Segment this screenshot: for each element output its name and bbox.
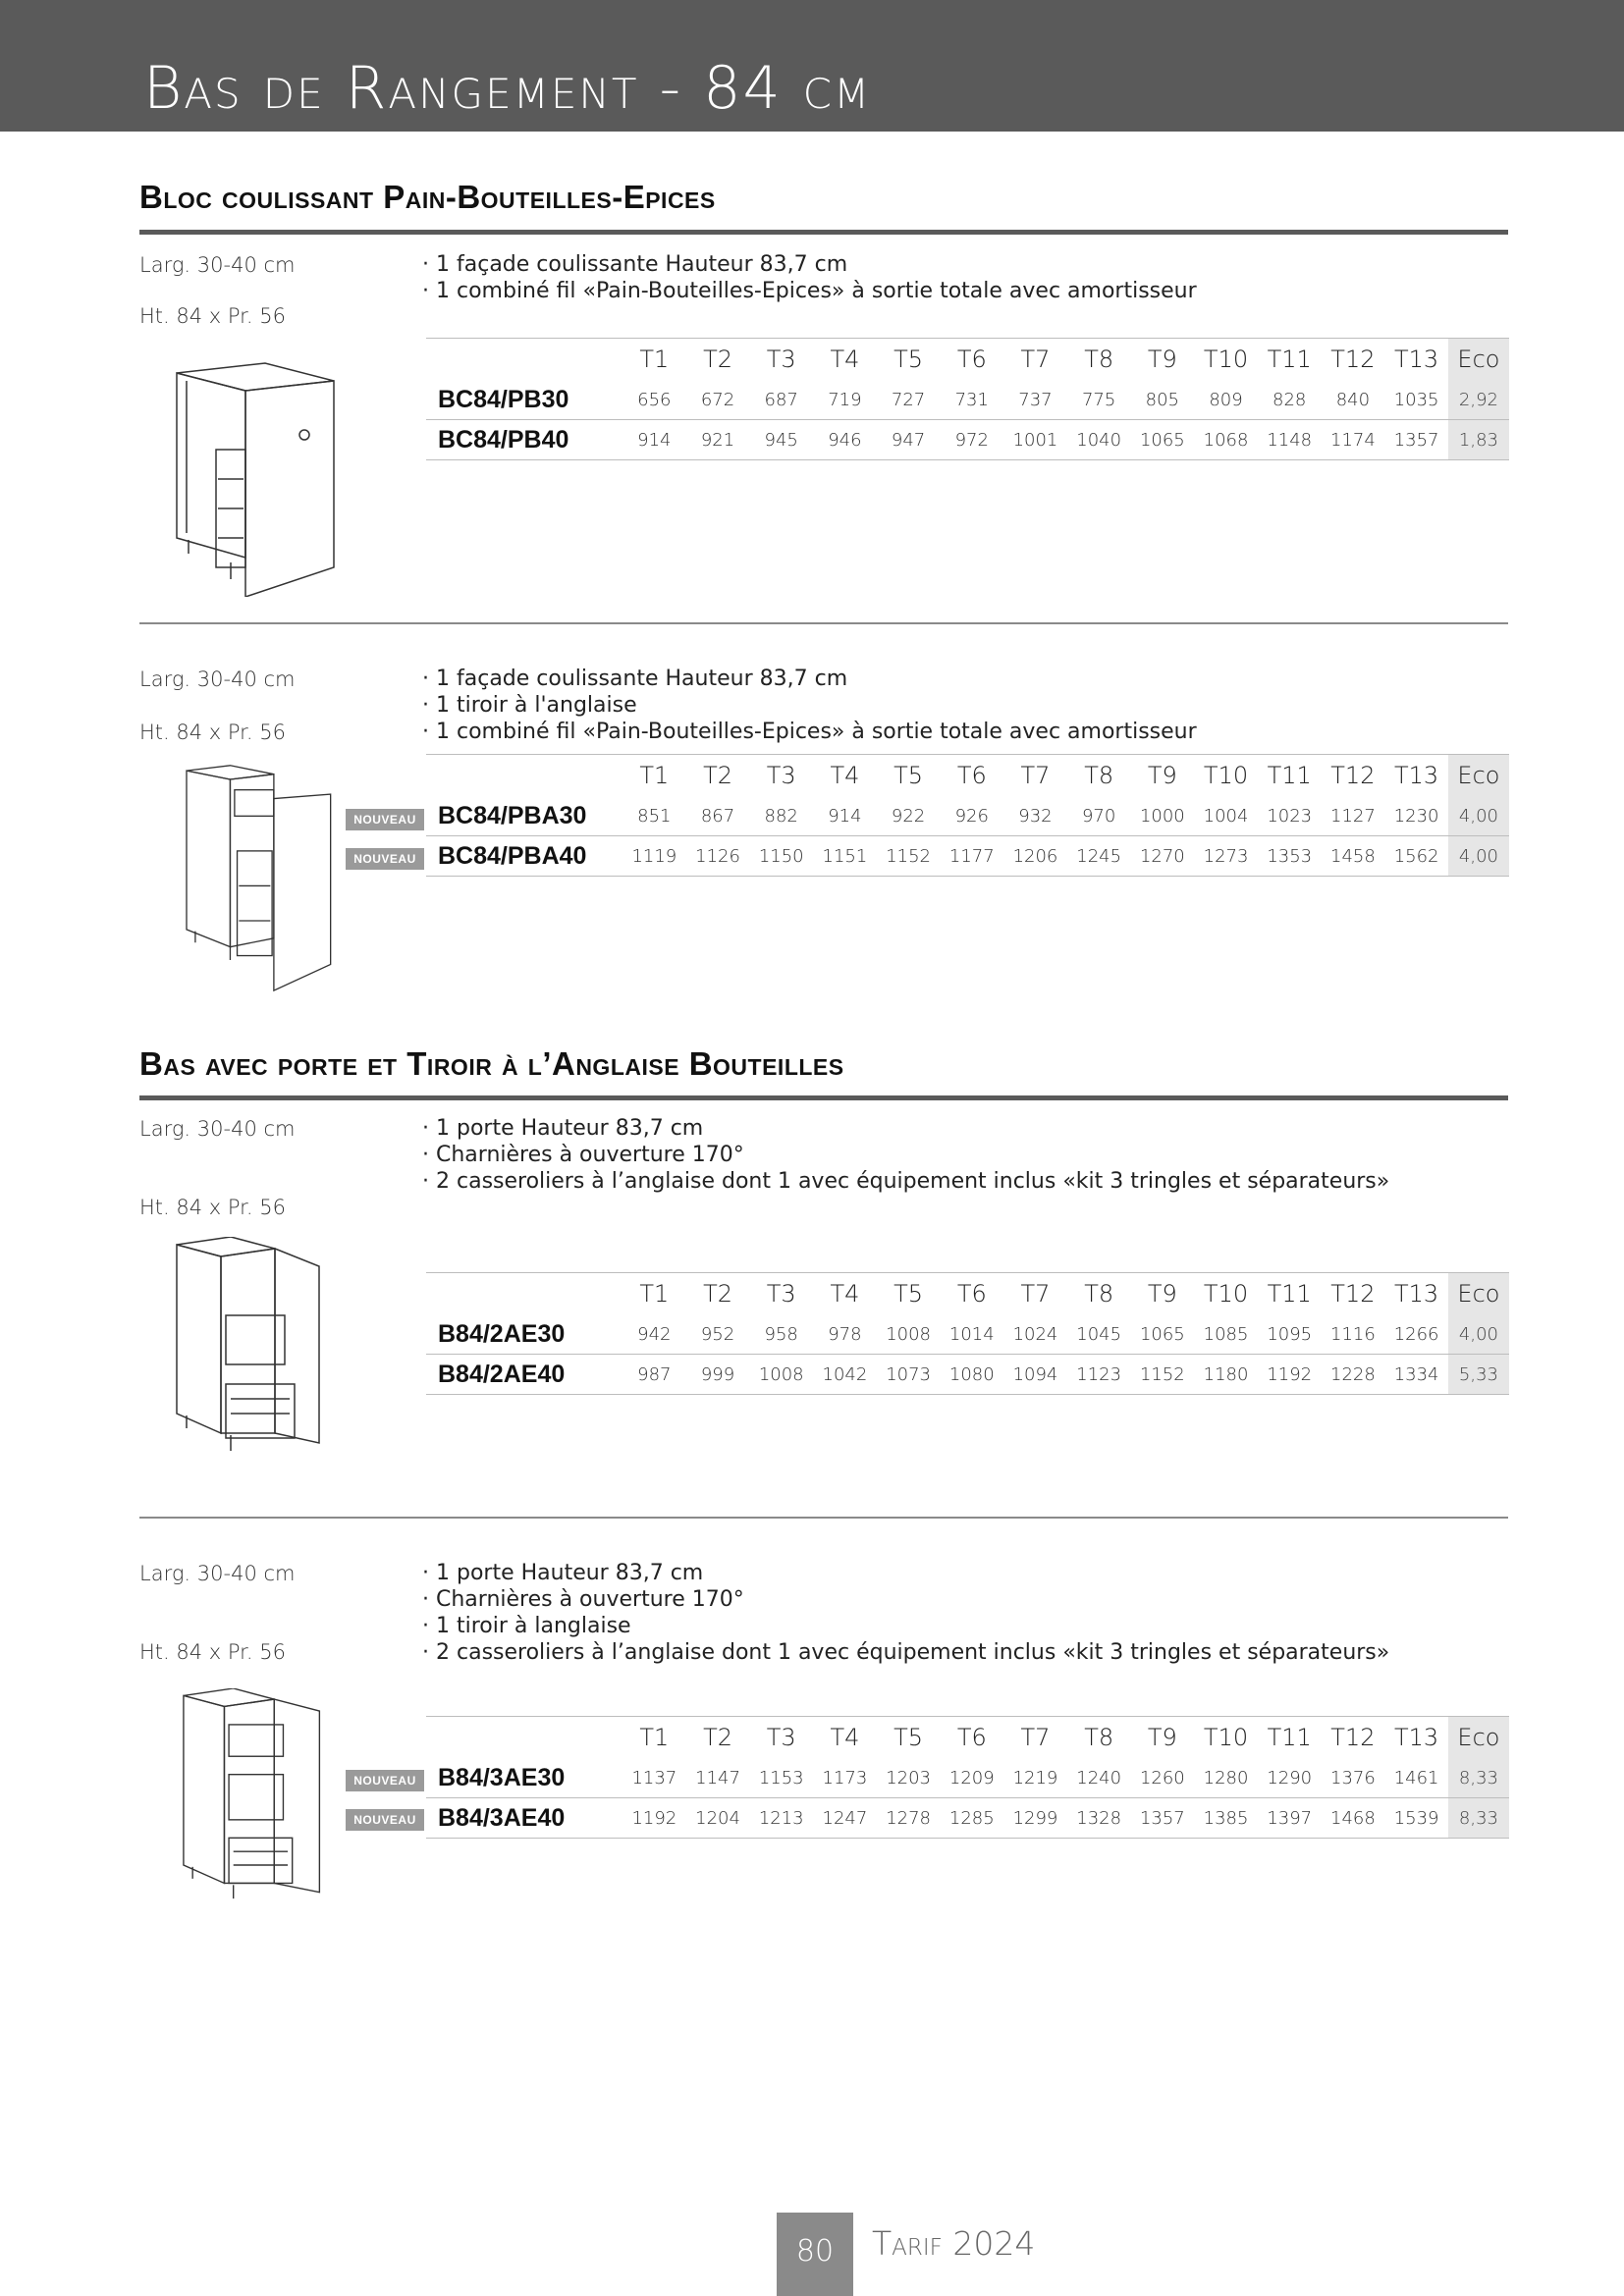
price-cell: 687 [749,380,813,420]
price-cell: 1151 [813,836,877,877]
price-cell: 727 [877,380,941,420]
feature-item: · 1 porte Hauteur 83,7 cm [422,1560,1389,1586]
table-row [426,1798,1509,1839]
table-row [426,380,1509,420]
feature-item: · Charnières à ouverture 170° [422,1142,1389,1168]
feature-item: · 1 tiroir à langlaise [422,1613,1389,1639]
page-title: Bas de Rangement - 84 cm [143,54,872,123]
table-row [426,836,1509,877]
price-cell: 1152 [1131,1355,1195,1395]
price-cell: 1273 [1194,836,1258,877]
price-cell: 1468 [1322,1798,1385,1839]
price-cell: 1353 [1258,836,1322,877]
price-cell: 719 [813,380,877,420]
eco-cell: 2,92 [1448,380,1509,420]
price-cell: 840 [1322,380,1385,420]
col-header: T11 [1267,1724,1312,1751]
col-header: T10 [1203,1280,1249,1308]
price-cell: 1004 [1194,796,1258,836]
col-header-eco: Eco [1448,1717,1509,1759]
col-header: T2 [703,1280,732,1308]
feature-item: · 1 combiné fil «Pain-Bouteilles-Epices» à sortie totale avec amortisseur [422,278,1197,304]
price-cell: 1116 [1322,1314,1385,1355]
col-header: T2 [703,1724,732,1751]
new-badge: NOUVEAU [346,1809,424,1831]
col-header: T12 [1330,1280,1376,1308]
table-header-blank [426,1717,623,1759]
price-cell: 672 [686,380,750,420]
col-header: T1 [639,762,670,789]
page-number: 80 [777,2213,853,2296]
table-row [426,420,1509,460]
col-header: T9 [1147,346,1177,373]
price-cell: 1126 [686,836,750,877]
price-cell: 809 [1194,380,1258,420]
col-header: T7 [1020,762,1051,789]
col-header-eco: Eco [1448,755,1509,797]
price-cell: 1119 [623,836,686,877]
price-cell: 1228 [1322,1355,1385,1395]
col-header: T9 [1147,1724,1177,1751]
price-cell: 1458 [1322,836,1385,877]
col-header: T9 [1147,1280,1177,1308]
cabinet-door-three-drawers-image [157,1688,373,1924]
col-header: T10 [1203,762,1249,789]
price-cell: 1152 [877,836,941,877]
price-cell: 1085 [1194,1314,1258,1355]
price-cell: 1260 [1131,1758,1195,1798]
feature-list [422,666,1197,745]
price-cell: 1024 [1003,1314,1067,1355]
eco-cell: 4,00 [1448,1314,1509,1355]
price-cell: 1209 [940,1758,1003,1798]
block-dimensions: Ht. 84 x Pr. 56 [139,304,286,328]
col-header: T3 [766,1724,796,1751]
price-cell: 1278 [877,1798,941,1839]
col-header: T2 [703,346,732,373]
col-header: T5 [893,346,924,373]
price-cell: 1065 [1131,420,1195,460]
product-code: B84/2AE40 [426,1355,623,1395]
price-cell: 1192 [623,1798,686,1839]
price-cell: 1153 [749,1758,813,1798]
price-cell: 1180 [1194,1355,1258,1395]
col-header: T8 [1084,762,1114,789]
cabinet-pullout-drawer-image [157,764,373,999]
price-cell: 1204 [686,1798,750,1839]
product-code: B84/2AE30 [426,1314,623,1355]
col-header: T3 [766,762,796,789]
col-header: T13 [1393,762,1439,789]
price-cell: 1008 [877,1314,941,1355]
feature-list [422,251,1197,304]
col-header: T5 [893,762,924,789]
price-cell: 731 [940,380,1003,420]
col-header: T12 [1330,346,1376,373]
price-cell: 978 [813,1314,877,1355]
price-table [426,754,1509,877]
table-row [426,1314,1509,1355]
price-cell: 1137 [623,1758,686,1798]
price-cell: 1068 [1194,420,1258,460]
cabinet-pullout-image [157,361,373,597]
price-cell: 1008 [749,1355,813,1395]
col-header: T13 [1393,346,1439,373]
price-cell: 914 [623,420,686,460]
eco-cell: 4,00 [1448,796,1509,836]
price-table [426,1272,1509,1395]
price-cell: 987 [623,1355,686,1395]
col-header: T7 [1020,1724,1051,1751]
feature-item: · 1 façade coulissante Hauteur 83,7 cm [422,666,1197,692]
product-code: BC84/PBA30 [426,796,623,836]
cabinet-door-drawers-image [157,1237,373,1472]
col-header: T3 [766,1280,796,1308]
col-header: T5 [893,1724,924,1751]
price-cell: 1213 [749,1798,813,1839]
eco-cell: 8,33 [1448,1758,1509,1798]
price-cell: 1023 [1258,796,1322,836]
product-code: B84/3AE30 [426,1758,623,1798]
price-cell: 1148 [1258,420,1322,460]
price-cell: 947 [877,420,941,460]
product-code: B84/3AE40 [426,1798,623,1839]
table-row [426,1758,1509,1798]
price-cell: 656 [623,380,686,420]
col-header: T6 [956,346,987,373]
new-badge: NOUVEAU [346,809,424,830]
price-cell: 1095 [1258,1314,1322,1355]
col-header: T4 [830,1280,860,1308]
col-header: T1 [639,1724,670,1751]
price-cell: 1206 [1003,836,1067,877]
price-cell: 867 [686,796,750,836]
price-cell: 1174 [1322,420,1385,460]
price-cell: 1035 [1384,380,1448,420]
price-cell: 1328 [1067,1798,1131,1839]
price-cell: 1539 [1384,1798,1448,1839]
price-cell: 1123 [1067,1355,1131,1395]
col-header: T12 [1330,762,1376,789]
price-cell: 1240 [1067,1758,1131,1798]
col-header: T11 [1267,762,1312,789]
price-cell: 1334 [1384,1355,1448,1395]
block-divider [139,1517,1508,1519]
price-cell: 1266 [1384,1314,1448,1355]
block-width: Larg. 30-40 cm [139,1562,296,1585]
col-header: T4 [830,762,860,789]
price-cell: 1385 [1194,1798,1258,1839]
block-width: Larg. 30-40 cm [139,667,296,691]
section-title-bloc-coulissant: Bloc coulissant Pain-Bouteilles-Epices [139,179,716,215]
col-header: T7 [1020,346,1051,373]
table-header-blank [426,339,623,381]
price-cell: 828 [1258,380,1322,420]
price-cell: 1000 [1131,796,1195,836]
col-header: T13 [1393,1280,1439,1308]
price-table [426,1716,1509,1839]
price-cell: 1150 [749,836,813,877]
block-width: Larg. 30-40 cm [139,1117,296,1141]
price-cell: 999 [686,1355,750,1395]
section-divider [139,1095,1508,1100]
block-width: Larg. 30-40 cm [139,253,296,277]
price-cell: 1080 [940,1355,1003,1395]
feature-item: · 2 casseroliers à l’anglaise dont 1 avec équipement inclus «kit 3 tringles et séparateurs» [422,1639,1389,1666]
price-cell: 922 [877,796,941,836]
price-cell: 926 [940,796,1003,836]
price-cell: 1073 [877,1355,941,1395]
new-badge: NOUVEAU [346,1770,424,1791]
price-cell: 1245 [1067,836,1131,877]
price-cell: 1357 [1131,1798,1195,1839]
section-divider [139,230,1508,235]
price-cell: 958 [749,1314,813,1355]
price-cell: 1376 [1322,1758,1385,1798]
price-cell: 970 [1067,796,1131,836]
price-cell: 775 [1067,380,1131,420]
block-divider [139,622,1508,624]
col-header: T7 [1020,1280,1051,1308]
col-header-eco: Eco [1448,1273,1509,1315]
price-cell: 737 [1003,380,1067,420]
table-header-blank [426,755,623,797]
col-header: T9 [1147,762,1177,789]
price-cell: 805 [1131,380,1195,420]
footer-label: Tarif 2024 [872,2224,1036,2263]
price-cell: 1127 [1322,796,1385,836]
col-header: T4 [830,346,860,373]
price-cell: 942 [623,1314,686,1355]
price-cell: 1290 [1258,1758,1322,1798]
price-cell: 1397 [1258,1798,1322,1839]
col-header: T5 [893,1280,924,1308]
block-dimensions: Ht. 84 x Pr. 56 [139,1196,286,1219]
feature-item: · 1 tiroir à l'anglaise [422,692,1197,719]
col-header: T1 [639,1280,670,1308]
product-code: BC84/PBA40 [426,836,623,877]
feature-item: · 2 casseroliers à l’anglaise dont 1 avec équipement inclus «kit 3 tringles et séparateurs» [422,1168,1389,1195]
col-header: T6 [956,1280,987,1308]
col-header: T10 [1203,346,1249,373]
col-header: T12 [1330,1724,1376,1751]
price-cell: 1203 [877,1758,941,1798]
feature-item: · Charnières à ouverture 170° [422,1586,1389,1613]
price-cell: 1270 [1131,836,1195,877]
price-cell: 882 [749,796,813,836]
price-cell: 1280 [1194,1758,1258,1798]
price-cell: 1299 [1003,1798,1067,1839]
block-dimensions: Ht. 84 x Pr. 56 [139,1640,286,1664]
price-cell: 914 [813,796,877,836]
price-cell: 1173 [813,1758,877,1798]
price-cell: 1040 [1067,420,1131,460]
col-header: T11 [1267,346,1312,373]
col-header: T8 [1084,1280,1114,1308]
col-header: T4 [830,1724,860,1751]
price-cell: 1042 [813,1355,877,1395]
eco-cell: 5,33 [1448,1355,1509,1395]
feature-item: · 1 façade coulissante Hauteur 83,7 cm [422,251,1197,278]
col-header: T6 [956,1724,987,1751]
feature-item: · 1 combiné fil «Pain-Bouteilles-Epices» à sortie totale avec amortisseur [422,719,1197,745]
price-cell: 1014 [940,1314,1003,1355]
price-cell: 921 [686,420,750,460]
block-dimensions: Ht. 84 x Pr. 56 [139,721,286,744]
eco-cell: 8,33 [1448,1798,1509,1839]
price-cell: 1247 [813,1798,877,1839]
col-header: T8 [1084,1724,1114,1751]
price-cell: 932 [1003,796,1067,836]
col-header: T1 [639,346,670,373]
feature-item: · 1 porte Hauteur 83,7 cm [422,1115,1389,1142]
product-code: BC84/PB40 [426,420,623,460]
col-header: T11 [1267,1280,1312,1308]
col-header: T10 [1203,1724,1249,1751]
col-header-eco: Eco [1448,339,1509,381]
feature-list [422,1115,1389,1195]
price-cell: 1230 [1384,796,1448,836]
table-header-blank [426,1273,623,1315]
table-row [426,796,1509,836]
eco-cell: 1,83 [1448,420,1509,460]
price-cell: 1461 [1384,1758,1448,1798]
col-header: T3 [766,346,796,373]
price-cell: 1192 [1258,1355,1322,1395]
price-cell: 945 [749,420,813,460]
col-header: T8 [1084,346,1114,373]
feature-list [422,1560,1389,1666]
price-cell: 1357 [1384,420,1448,460]
col-header: T2 [703,762,732,789]
product-code: BC84/PB30 [426,380,623,420]
new-badge: NOUVEAU [346,848,424,870]
table-row [426,1355,1509,1395]
price-cell: 1065 [1131,1314,1195,1355]
price-cell: 851 [623,796,686,836]
price-cell: 1147 [686,1758,750,1798]
col-header: T13 [1393,1724,1439,1751]
price-cell: 972 [940,420,1003,460]
price-cell: 1001 [1003,420,1067,460]
col-header: T6 [956,762,987,789]
price-cell: 952 [686,1314,750,1355]
price-cell: 1285 [940,1798,1003,1839]
price-cell: 1219 [1003,1758,1067,1798]
price-table [426,338,1509,460]
price-cell: 1094 [1003,1355,1067,1395]
eco-cell: 4,00 [1448,836,1509,877]
price-cell: 1045 [1067,1314,1131,1355]
section-title-bas-porte-tiroir: Bas avec porte et Tiroir à l’Anglaise Bouteilles [139,1045,844,1082]
price-cell: 1562 [1384,836,1448,877]
price-cell: 1177 [940,836,1003,877]
price-cell: 946 [813,420,877,460]
